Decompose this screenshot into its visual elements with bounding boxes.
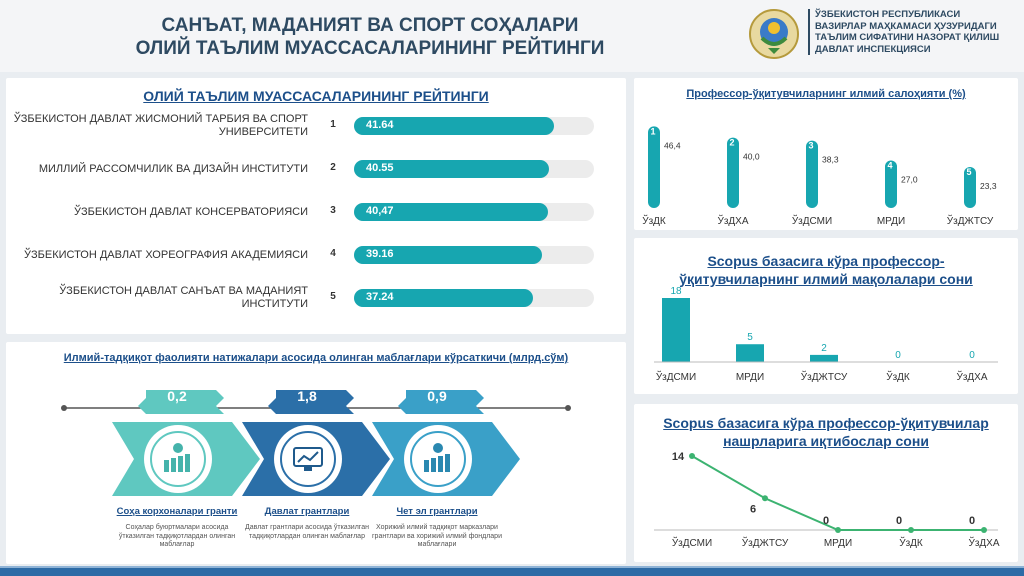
institution-name: ЎЗБЕКИСТОН ДАВЛАТ ЖИСМОНИЙ ТАРБИЯ ВА СПОРТ УНИВЕРСИТЕТИ bbox=[13, 113, 308, 138]
bar bbox=[178, 456, 183, 472]
rank-label: 2 bbox=[729, 137, 735, 148]
page-title bbox=[120, 14, 620, 60]
bar bbox=[431, 458, 436, 472]
bar bbox=[736, 344, 764, 362]
coin bbox=[173, 443, 183, 453]
category-label: ЎзДЖТСУ bbox=[741, 538, 789, 549]
institution-name: ЎЗБЕКИСТОН ДАВЛАТ ХОРЕОГРАФИЯ АКАДЕМИЯСИ bbox=[24, 248, 308, 261]
articles-chart-card bbox=[634, 238, 1018, 394]
category-label: ЎзДХА bbox=[956, 372, 988, 383]
bar bbox=[164, 460, 169, 472]
value-label: 0 bbox=[969, 350, 975, 361]
rank-number: 1 bbox=[330, 119, 336, 130]
bar bbox=[648, 126, 660, 208]
data-point bbox=[689, 453, 695, 459]
series-line bbox=[692, 456, 984, 530]
category-label: ЎзДСМИ bbox=[671, 538, 713, 549]
value-label: 46,4 bbox=[664, 140, 681, 151]
org-line: ТАЪЛИМ СИФАТИНИ НАЗОРАТ ҚИЛИШ bbox=[815, 32, 1000, 43]
rank-value: 40,47 bbox=[366, 205, 394, 217]
citations-chart-card bbox=[634, 404, 1018, 562]
rank-number: 2 bbox=[330, 162, 336, 173]
value-label: 23,3 bbox=[980, 180, 997, 191]
category-label: МРДИ bbox=[876, 216, 906, 227]
articles-chart-title: Scopus базасига кўра профессор-ўқитувчиларнинг илмий мақолалари сони bbox=[679, 253, 973, 287]
institution-name: МИЛЛИЙ РАССОМЧИЛИК ВА ДИЗАЙН ИНСТИТУТИ bbox=[38, 162, 308, 175]
fund-description: Соҳалар буюртмалари асосида ўтказилган тадқиқотлардан олинган маблағлар bbox=[118, 524, 236, 548]
coin bbox=[433, 443, 443, 453]
value-label: 18 bbox=[670, 286, 682, 297]
org-line: ВАЗИРЛАР МАҲКАМАСИ ҲУЗУРИДАГИ bbox=[815, 20, 997, 32]
category-label: ЎзДЖТСУ bbox=[946, 216, 994, 227]
bar bbox=[185, 454, 190, 472]
value-label: 0 bbox=[895, 350, 901, 361]
monitor-stand bbox=[304, 467, 312, 471]
fund-label: Соҳа корхоналари гранти bbox=[116, 506, 238, 517]
data-point bbox=[835, 527, 841, 533]
ranking-row bbox=[6, 235, 626, 275]
value-label: 14 bbox=[671, 451, 685, 463]
rank-number: 4 bbox=[330, 248, 336, 259]
category-label: МРДИ bbox=[735, 372, 765, 383]
bar bbox=[662, 298, 690, 362]
value-label: 40,0 bbox=[743, 151, 760, 162]
rank-value: 37.24 bbox=[366, 291, 394, 303]
potential-chart-card bbox=[634, 78, 1018, 230]
category-label: ЎзДХА bbox=[717, 216, 749, 227]
funds-title: Илмий-тадқиқот фаолияти натижалари асосида олинган маблағлари кўрсаткичи (млрд.сўм) bbox=[63, 352, 569, 364]
fund-value: 1,8 bbox=[297, 388, 317, 404]
fund-description: Хорижий илмий тадқиқот марказлари грантлари ва хорижий илмий фондлари маблағлари bbox=[372, 524, 502, 548]
org-line: ЎЗБЕКИСТОН РЕСПУБЛИКАСИ bbox=[815, 9, 961, 20]
fund-label: Давлат грантлари bbox=[264, 506, 350, 517]
bar bbox=[438, 456, 443, 472]
category-label: ЎзДСМИ bbox=[655, 372, 697, 383]
category-label: ЎзДХА bbox=[968, 538, 1000, 549]
timeline-dot bbox=[565, 405, 571, 411]
bar bbox=[171, 458, 176, 472]
ranking-row bbox=[6, 278, 626, 318]
bar bbox=[810, 355, 838, 362]
category-label: ЎзДЖТСУ bbox=[800, 372, 848, 383]
header bbox=[0, 0, 1024, 72]
institution-name: ЎЗБЕКИСТОН ДАВЛАТ КОНСЕРВАТОРИЯСИ bbox=[73, 205, 308, 218]
fund-label: Чет эл грантлари bbox=[396, 506, 478, 517]
institution-name: ЎЗБЕКИСТОН ДАВЛАТ САНЪАТ ВА МАДАНИЯТ ИНСТИТУТИ bbox=[59, 285, 308, 310]
bar bbox=[445, 454, 450, 472]
category-label: ЎзДК bbox=[899, 538, 923, 549]
potential-chart bbox=[634, 78, 1018, 230]
potential-chart-title: Профессор-ўқитувчиларнинг илмий салоҳияти (%) bbox=[686, 88, 966, 100]
footer-bar bbox=[0, 568, 1024, 576]
value-label: 6 bbox=[749, 503, 757, 516]
value-label: 0 bbox=[968, 515, 976, 527]
citations-chart-title: Scopus базасига кўра профессор-ўқитувчилар нашрларига иқтибослар сони bbox=[663, 415, 989, 449]
category-label: ЎзДСМИ bbox=[791, 216, 833, 227]
citations-chart bbox=[634, 404, 1018, 562]
ranking-row bbox=[6, 192, 626, 232]
articles-chart bbox=[634, 238, 1018, 394]
bar bbox=[727, 138, 739, 208]
value-label: 5 bbox=[747, 332, 753, 344]
rank-label: 5 bbox=[966, 166, 972, 177]
data-point bbox=[981, 527, 987, 533]
timeline-dot bbox=[61, 405, 67, 411]
rank-number: 5 bbox=[330, 291, 336, 302]
rank-number: 3 bbox=[330, 205, 336, 216]
value-label: 0 bbox=[822, 515, 830, 527]
category-label: ЎзДК bbox=[642, 216, 666, 227]
rank-value: 40.55 bbox=[366, 162, 394, 174]
data-point bbox=[908, 527, 914, 533]
state-emblem-icon bbox=[748, 8, 800, 60]
funds-card bbox=[6, 342, 626, 564]
value-label: 38,3 bbox=[822, 154, 839, 165]
fund-description: Давлат грантлари асосида ўтказилган тадқиқотлардан олинган маблағлар bbox=[245, 524, 369, 540]
org-line: ДАВЛАТ ИНСПЕКЦИЯСИ bbox=[815, 43, 931, 55]
category-label: МРДИ bbox=[823, 538, 853, 549]
page-title-line1: САНЪАТ, МАДАНИЯТ ВА СПОРТ СОҲАЛАРИ bbox=[161, 15, 579, 36]
rank-value: 41.64 bbox=[366, 119, 394, 131]
ranking-row bbox=[6, 106, 626, 146]
ranking-title: ОЛИЙ ТАЪЛИМ МУАССАСАЛАРИНИНГ РЕЙТИНГИ bbox=[143, 88, 489, 104]
value-label: 2 bbox=[821, 342, 827, 354]
ranking-row bbox=[6, 149, 626, 189]
category-label: ЎзДК bbox=[886, 372, 910, 383]
organization-name bbox=[808, 9, 999, 55]
data-point bbox=[762, 495, 768, 501]
value-label: 27,0 bbox=[901, 174, 918, 185]
rank-label: 3 bbox=[808, 140, 814, 151]
rank-label: 1 bbox=[650, 126, 656, 137]
page-title-line2: ОЛИЙ ТАЪЛИМ МУАССАСАЛАРИНИНГ РЕЙТИНГИ bbox=[135, 38, 605, 59]
value-label: 0 bbox=[895, 515, 903, 527]
rank-label: 4 bbox=[887, 160, 893, 171]
rank-value: 39.16 bbox=[366, 248, 394, 260]
bar bbox=[806, 141, 818, 208]
fund-value: 0,2 bbox=[167, 388, 187, 404]
bar bbox=[424, 460, 429, 472]
fund-value: 0,9 bbox=[427, 388, 447, 404]
ranking-card bbox=[6, 78, 626, 334]
